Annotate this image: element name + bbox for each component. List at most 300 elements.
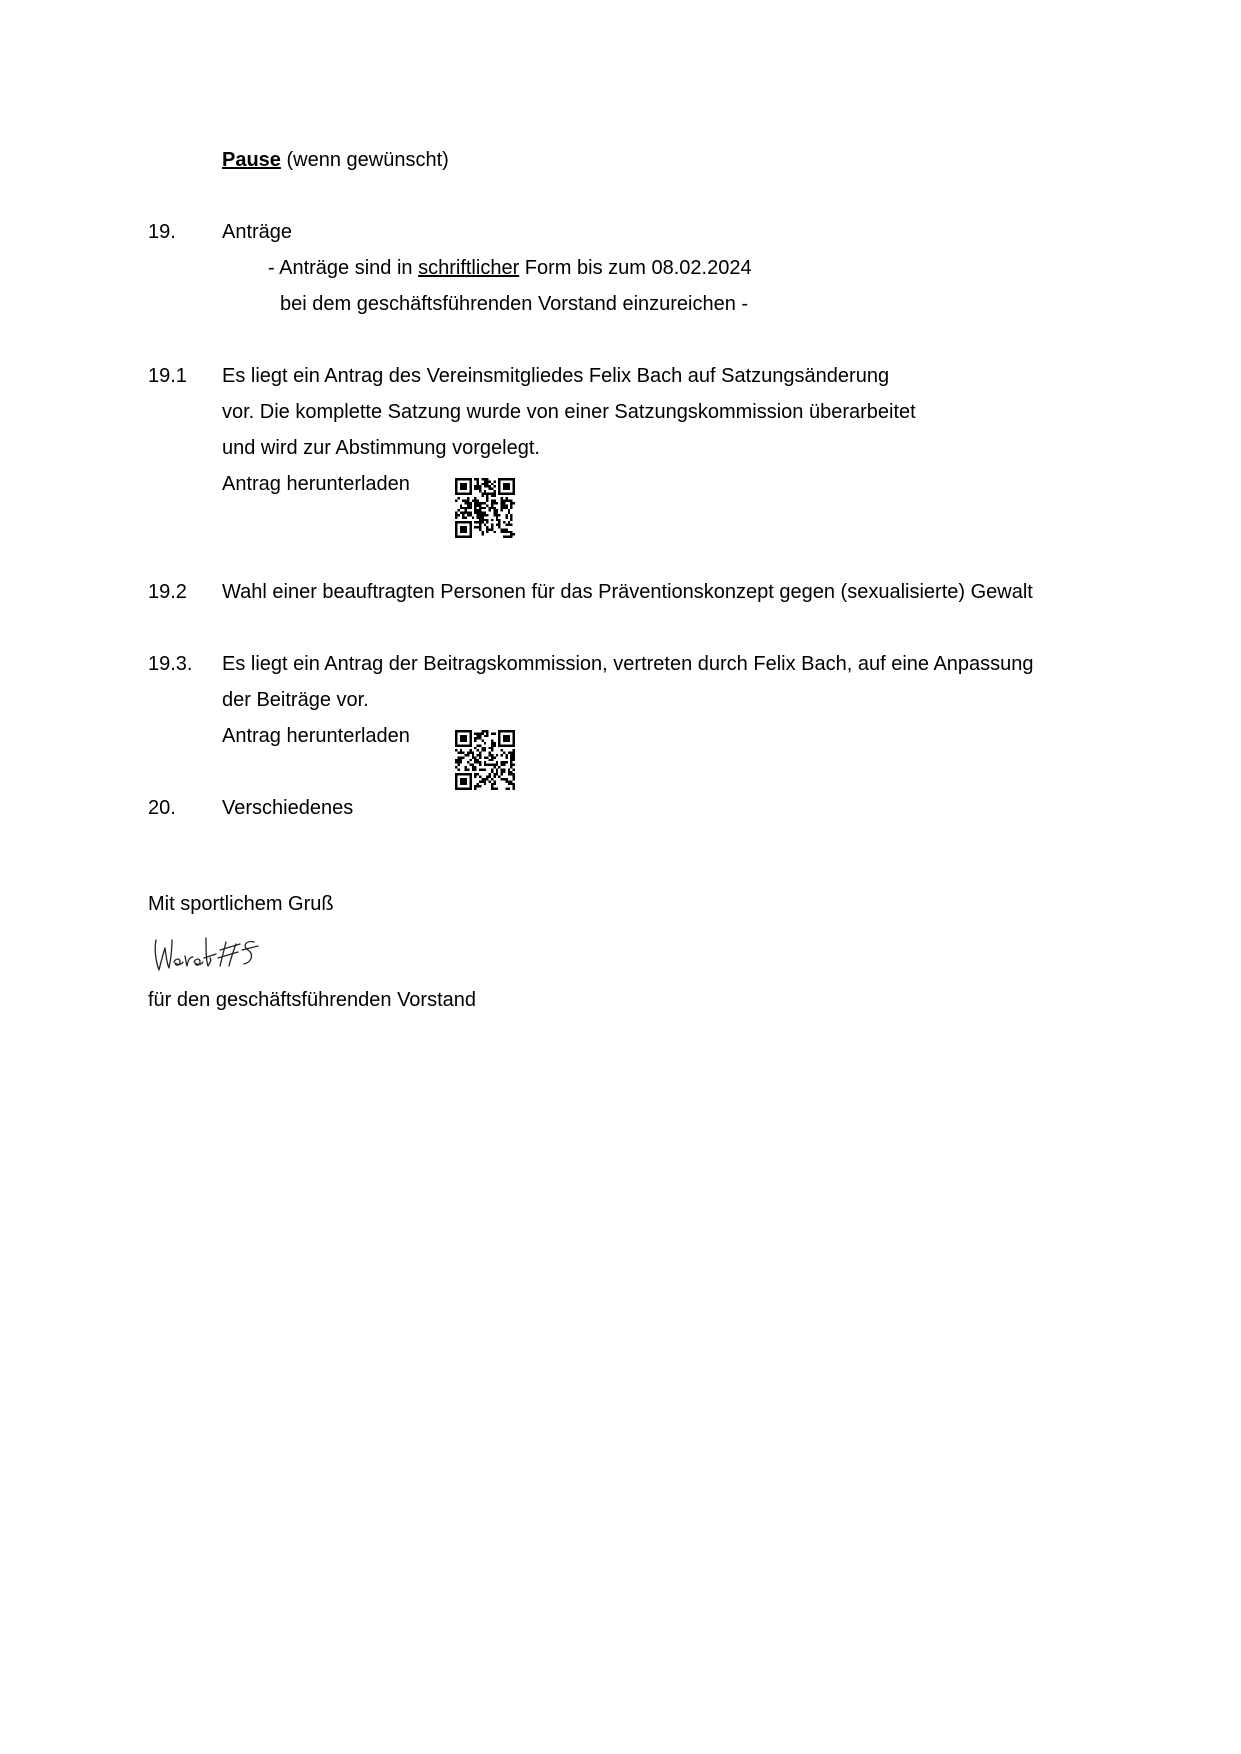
qr-module xyxy=(493,780,495,782)
item-19-2-line1: Wahl einer beauftragten Personen für das Präventionskonzept gegen (sexualisierte) Gewalt xyxy=(222,581,1033,603)
qr-module xyxy=(455,749,457,751)
qr-module xyxy=(455,742,457,744)
qr-module xyxy=(467,788,469,790)
qr-module xyxy=(510,519,512,521)
qr-module xyxy=(510,773,512,775)
qr-module xyxy=(510,492,512,494)
qr-module xyxy=(477,783,479,785)
qr-module xyxy=(479,764,481,766)
item-19-3-line1: Es liegt ein Antrag der Beitragskommission, vertreten durch Felix Bach, auf eine Anpassung xyxy=(222,653,1034,675)
qr-module xyxy=(498,521,500,523)
qr-module xyxy=(462,512,464,514)
item-19-note-line2: bei dem geschäftsführenden Vorstand einzureichen - xyxy=(280,293,749,315)
qr-module xyxy=(484,761,486,763)
qr-module xyxy=(465,507,467,509)
item-19-title: Anträge xyxy=(222,221,293,243)
qr-module xyxy=(496,519,498,521)
qr-module xyxy=(505,516,507,518)
qr-module xyxy=(510,524,512,526)
qr-module xyxy=(479,754,481,756)
qr-module xyxy=(491,756,493,758)
qr-module xyxy=(510,502,512,504)
qr-module xyxy=(486,730,488,732)
qr-module xyxy=(479,752,481,754)
qr-module xyxy=(477,512,479,514)
qr-module xyxy=(462,735,464,737)
qr-module xyxy=(484,756,486,758)
qr-module xyxy=(481,502,483,504)
qr-module xyxy=(493,732,495,734)
qr-module xyxy=(508,768,510,770)
qr-module xyxy=(460,740,462,742)
qr-module xyxy=(513,759,515,761)
qr-module xyxy=(489,764,491,766)
item-19-3-number: 19.3. xyxy=(148,653,193,675)
qr-module xyxy=(481,519,483,521)
qr-module xyxy=(469,780,471,782)
qr-module xyxy=(469,742,471,744)
qr-module xyxy=(503,740,505,742)
qr-module xyxy=(462,778,464,780)
qr-module xyxy=(474,488,476,490)
qr-module xyxy=(462,783,464,785)
qr-module xyxy=(474,526,476,528)
qr-module xyxy=(455,778,457,780)
qr-module xyxy=(491,783,493,785)
qr-module xyxy=(491,759,493,761)
qr-code-icon[interactable] xyxy=(455,730,515,790)
qr-module xyxy=(479,732,481,734)
qr-module xyxy=(501,528,503,530)
qr-module xyxy=(484,507,486,509)
qr-module xyxy=(477,514,479,516)
qr-module xyxy=(455,512,457,514)
qr-module xyxy=(474,747,476,749)
qr-module xyxy=(481,747,483,749)
qr-module xyxy=(484,742,486,744)
qr-module xyxy=(501,778,503,780)
qr-module xyxy=(510,744,512,746)
qr-module xyxy=(513,788,515,790)
qr-module xyxy=(469,759,471,761)
item-19-3-download-label: Antrag herunterladen xyxy=(222,725,410,747)
qr-module xyxy=(477,526,479,528)
qr-module xyxy=(503,761,505,763)
qr-module xyxy=(462,488,464,490)
qr-module xyxy=(486,514,488,516)
qr-module xyxy=(469,533,471,535)
qr-module xyxy=(486,497,488,499)
qr-module xyxy=(474,507,476,509)
qr-module xyxy=(457,730,459,732)
qr-module xyxy=(460,507,462,509)
qr-module xyxy=(457,521,459,523)
qr-module xyxy=(498,488,500,490)
qr-module xyxy=(462,478,464,480)
qr-module xyxy=(505,730,507,732)
qr-module xyxy=(455,776,457,778)
qr-module xyxy=(503,488,505,490)
qr-module xyxy=(513,488,515,490)
qr-module xyxy=(472,752,474,754)
qr-module xyxy=(465,536,467,538)
qr-module xyxy=(513,490,515,492)
qr-module xyxy=(465,528,467,530)
qr-module xyxy=(474,768,476,770)
qr-module xyxy=(455,744,457,746)
qr-module xyxy=(510,507,512,509)
item-19-note-suffix: Form bis zum 08.02.2024 xyxy=(519,257,752,279)
qr-module xyxy=(477,759,479,761)
qr-module xyxy=(465,512,467,514)
qr-module xyxy=(481,768,483,770)
qr-module xyxy=(498,483,500,485)
qr-module xyxy=(455,759,457,761)
qr-module xyxy=(496,524,498,526)
qr-module xyxy=(503,771,505,773)
qr-module xyxy=(462,788,464,790)
qr-module xyxy=(455,526,457,528)
qr-module xyxy=(489,485,491,487)
qr-module xyxy=(460,730,462,732)
qr-module xyxy=(477,500,479,502)
qr-module xyxy=(505,492,507,494)
qr-module xyxy=(460,778,462,780)
qr-module xyxy=(496,768,498,770)
item-20-title: Verschiedenes xyxy=(222,797,354,819)
qr-module xyxy=(486,778,488,780)
qr-module xyxy=(462,730,464,732)
qr-module xyxy=(508,737,510,739)
qr-module xyxy=(465,744,467,746)
qr-module xyxy=(491,507,493,509)
item-20-number: 20. xyxy=(148,797,176,819)
qr-module xyxy=(465,531,467,533)
qr-module xyxy=(489,480,491,482)
qr-module xyxy=(484,735,486,737)
qr-module xyxy=(493,485,495,487)
qr-module xyxy=(513,740,515,742)
qr-module xyxy=(496,502,498,504)
qr-module xyxy=(472,500,474,502)
qr-module xyxy=(484,768,486,770)
qr-module xyxy=(462,780,464,782)
qr-module xyxy=(498,766,500,768)
qr-module xyxy=(457,773,459,775)
qr-module xyxy=(484,749,486,751)
qr-module xyxy=(477,785,479,787)
qr-module xyxy=(469,512,471,514)
qr-module xyxy=(491,504,493,506)
qr-module xyxy=(513,768,515,770)
qr-module xyxy=(465,754,467,756)
qr-module xyxy=(491,524,493,526)
qr-module xyxy=(498,524,500,526)
qr-module xyxy=(479,512,481,514)
qr-module xyxy=(465,502,467,504)
qr-module xyxy=(469,488,471,490)
qr-module xyxy=(462,737,464,739)
qr-module xyxy=(489,754,491,756)
qr-module xyxy=(508,788,510,790)
pause-line xyxy=(222,148,449,172)
qr-module xyxy=(493,509,495,511)
qr-module xyxy=(489,759,491,761)
qr-module xyxy=(508,773,510,775)
qr-module xyxy=(472,756,474,758)
qr-module xyxy=(513,773,515,775)
qr-module xyxy=(510,516,512,518)
qr-module xyxy=(479,521,481,523)
qr-module xyxy=(460,761,462,763)
qr-module xyxy=(493,742,495,744)
qr-module xyxy=(505,514,507,516)
qr-module xyxy=(455,788,457,790)
qr-module xyxy=(503,521,505,523)
qr-module xyxy=(467,497,469,499)
qr-module xyxy=(455,773,457,775)
qr-module xyxy=(477,478,479,480)
qr-module xyxy=(460,752,462,754)
qr-module xyxy=(491,500,493,502)
qr-module xyxy=(486,495,488,497)
qr-module xyxy=(467,504,469,506)
qr-module xyxy=(503,744,505,746)
qr-module xyxy=(486,756,488,758)
qr-module xyxy=(465,768,467,770)
handwritten-signature-icon xyxy=(150,932,270,978)
item-19-1-line1: Es liegt ein Antrag des Vereinsmitgliedes Felix Bach auf Satzungsänderung xyxy=(222,365,890,387)
qr-module xyxy=(503,478,505,480)
qr-module xyxy=(469,785,471,787)
qr-module xyxy=(455,761,457,763)
qr-module xyxy=(484,778,486,780)
qr-module xyxy=(460,528,462,530)
qr-module xyxy=(498,742,500,744)
qr-module xyxy=(474,512,476,514)
qr-module xyxy=(481,478,483,480)
qr-module xyxy=(493,756,495,758)
qr-module xyxy=(460,478,462,480)
qr-module xyxy=(460,526,462,528)
qr-module xyxy=(505,778,507,780)
qr-module xyxy=(472,516,474,518)
qr-module xyxy=(513,776,515,778)
qr-module xyxy=(479,737,481,739)
qr-module xyxy=(496,509,498,511)
closing-sender: für den geschäftsführenden Vorstand xyxy=(148,989,477,1011)
qr-module xyxy=(501,749,503,751)
qr-module xyxy=(498,735,500,737)
qr-module xyxy=(465,488,467,490)
qr-module xyxy=(503,735,505,737)
qr-module xyxy=(474,737,476,739)
qr-module xyxy=(455,500,457,502)
qr-module xyxy=(477,502,479,504)
qr-module xyxy=(501,730,503,732)
qr-module xyxy=(479,528,481,530)
qr-module xyxy=(510,759,512,761)
qr-module xyxy=(460,744,462,746)
qr-module xyxy=(474,785,476,787)
qr-module xyxy=(460,483,462,485)
qr-module xyxy=(479,504,481,506)
qr-module xyxy=(469,737,471,739)
qr-module xyxy=(460,780,462,782)
qr-module xyxy=(501,500,503,502)
qr-module xyxy=(484,480,486,482)
qr-module xyxy=(469,735,471,737)
qr-module xyxy=(501,761,503,763)
qr-module xyxy=(510,730,512,732)
qr-module xyxy=(455,730,457,732)
qr-module xyxy=(510,761,512,763)
qr-module xyxy=(469,492,471,494)
qr-module xyxy=(455,735,457,737)
qr-module xyxy=(498,492,500,494)
qr-module xyxy=(472,766,474,768)
qr-module xyxy=(484,783,486,785)
qr-module xyxy=(486,521,488,523)
qr-module xyxy=(503,485,505,487)
item-19-1-download-label: Antrag herunterladen xyxy=(222,473,410,495)
qr-module xyxy=(513,737,515,739)
qr-module xyxy=(465,778,467,780)
qr-module xyxy=(455,732,457,734)
qr-module xyxy=(484,519,486,521)
qr-module xyxy=(493,776,495,778)
qr-module xyxy=(496,788,498,790)
qr-module xyxy=(469,507,471,509)
qr-module xyxy=(469,536,471,538)
qr-module xyxy=(460,504,462,506)
qr-module xyxy=(462,536,464,538)
qr-module xyxy=(498,519,500,521)
qr-module xyxy=(481,730,483,732)
qr-module xyxy=(455,521,457,523)
qr-module xyxy=(465,478,467,480)
qr-module xyxy=(460,788,462,790)
qr-module xyxy=(472,764,474,766)
qr-module xyxy=(496,764,498,766)
qr-module xyxy=(455,780,457,782)
pause-label: Pause xyxy=(222,149,281,171)
qr-module xyxy=(498,485,500,487)
qr-module xyxy=(510,771,512,773)
qr-module xyxy=(491,788,493,790)
qr-module xyxy=(496,516,498,518)
qr-code-icon[interactable] xyxy=(455,478,515,538)
qr-module xyxy=(455,492,457,494)
qr-module xyxy=(513,502,515,504)
qr-module xyxy=(503,752,505,754)
qr-module xyxy=(477,516,479,518)
qr-module xyxy=(462,492,464,494)
qr-module xyxy=(460,756,462,758)
qr-module xyxy=(486,504,488,506)
qr-module xyxy=(481,495,483,497)
qr-module xyxy=(496,761,498,763)
qr-module xyxy=(465,509,467,511)
qr-module xyxy=(508,730,510,732)
item-19-3-line2: der Beiträge vor. xyxy=(222,689,369,711)
qr-module xyxy=(477,488,479,490)
qr-module xyxy=(477,754,479,756)
qr-module xyxy=(479,735,481,737)
qr-module xyxy=(496,512,498,514)
qr-module xyxy=(465,521,467,523)
qr-module xyxy=(467,512,469,514)
qr-module xyxy=(489,488,491,490)
qr-module xyxy=(481,516,483,518)
qr-module xyxy=(491,528,493,530)
qr-module xyxy=(505,500,507,502)
qr-module xyxy=(513,533,515,535)
qr-module xyxy=(477,521,479,523)
qr-module xyxy=(477,483,479,485)
qr-module xyxy=(501,531,503,533)
qr-module xyxy=(513,744,515,746)
qr-module xyxy=(510,764,512,766)
qr-module xyxy=(505,478,507,480)
qr-module xyxy=(479,490,481,492)
qr-module xyxy=(455,488,457,490)
item-19-note-underlined: schriftlicher xyxy=(418,257,520,279)
qr-module xyxy=(501,764,503,766)
qr-module xyxy=(469,478,471,480)
qr-module xyxy=(474,485,476,487)
qr-module xyxy=(457,497,459,499)
qr-module xyxy=(479,509,481,511)
qr-module xyxy=(469,526,471,528)
qr-module xyxy=(493,490,495,492)
qr-module xyxy=(479,524,481,526)
qr-module xyxy=(481,749,483,751)
qr-module xyxy=(474,761,476,763)
qr-module xyxy=(472,754,474,756)
qr-module xyxy=(462,507,464,509)
qr-module xyxy=(510,514,512,516)
qr-module xyxy=(479,507,481,509)
qr-module xyxy=(491,488,493,490)
qr-module xyxy=(465,526,467,528)
qr-module xyxy=(481,740,483,742)
qr-module xyxy=(460,531,462,533)
qr-module xyxy=(469,521,471,523)
qr-module xyxy=(484,502,486,504)
qr-module xyxy=(493,773,495,775)
qr-module xyxy=(469,764,471,766)
item-19-1-line2: vor. Die komplette Satzung wurde von einer Satzungskommission überarbeitet xyxy=(222,401,916,423)
qr-module xyxy=(469,788,471,790)
qr-module xyxy=(489,773,491,775)
qr-module xyxy=(474,773,476,775)
qr-module xyxy=(508,735,510,737)
qr-module xyxy=(465,735,467,737)
qr-module xyxy=(505,735,507,737)
qr-module xyxy=(513,785,515,787)
qr-module xyxy=(462,526,464,528)
qr-module xyxy=(501,502,503,504)
qr-module xyxy=(455,737,457,739)
qr-module xyxy=(481,483,483,485)
qr-module xyxy=(462,521,464,523)
qr-module xyxy=(467,754,469,756)
qr-module xyxy=(477,773,479,775)
qr-module xyxy=(491,519,493,521)
qr-module xyxy=(498,490,500,492)
qr-module xyxy=(455,740,457,742)
